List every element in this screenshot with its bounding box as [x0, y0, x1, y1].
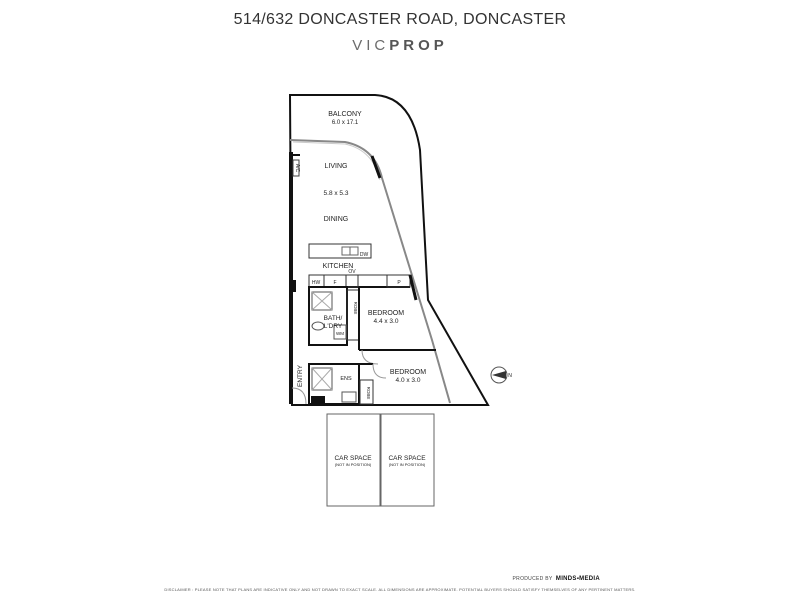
robe-label-2: ROBE	[366, 386, 371, 400]
bedroom2-dimensions: 4.0 x 3.0	[395, 377, 421, 384]
living-label: LIVING	[324, 163, 348, 170]
car-space-2-label: CAR SPACE	[388, 455, 426, 462]
ensuite-label: ENS	[340, 376, 352, 382]
north-label: N	[508, 373, 512, 379]
balcony-dimensions: 6.0 x 17.1	[331, 120, 359, 126]
car-space-2-note: (NOT IN POSITION)	[388, 462, 426, 467]
brand-logo-light: VIC	[352, 37, 390, 54]
dining-label: DINING	[323, 216, 349, 223]
laundry-label: L'DRY	[323, 323, 343, 330]
bedroom1-dimensions: 4.4 x 3.0	[373, 318, 399, 325]
living-dimensions: 5.8 x 5.3	[323, 190, 349, 197]
pantry-label: P	[397, 280, 401, 286]
balcony-label: BALCONY	[328, 111, 362, 118]
oven-label: OV	[348, 269, 356, 275]
bedroom2-label: BEDROOM	[389, 369, 427, 376]
producer-credit	[513, 576, 600, 582]
robe-label: ROBE	[353, 301, 358, 315]
property-address: 514/632 DONCASTER ROAD, DONCASTER	[233, 11, 567, 28]
car-space-1-note: (NOT IN POSITION)	[334, 462, 372, 467]
bath-label: BATH/	[323, 315, 343, 322]
brand-logo-bold: PROP	[389, 37, 448, 54]
washing-machine-label: WM	[336, 331, 344, 336]
hot-water-label: HW	[311, 280, 321, 286]
compass-icon	[491, 367, 512, 383]
producer-logo: MINDS▪MEDIA	[555, 576, 600, 582]
bedroom1-label: BEDROOM	[367, 310, 405, 317]
dishwasher-label: DW	[359, 252, 369, 258]
fridge-label: F	[333, 280, 337, 286]
car-space-1-label: CAR SPACE	[334, 455, 372, 462]
produced-by-label: PRODUCED BY	[512, 576, 553, 582]
disclaimer-text: DISCLAIMER : PLEASE NOTE THAT PLANS ARE INDICATIVE ONLY AND NOT DRAWN TO EXACT SCALE. ALL DIMENSIONS ARE APPROXIMATE. POTENTIAL BUYERS SHOULD SATISFY THEMSELVES OF ANY PERTINENT MATTERS.	[164, 587, 636, 592]
entry-label: ENTRY	[297, 365, 304, 387]
kitchen-label: KITCHEN	[322, 263, 354, 270]
ac-label: A/C	[294, 163, 300, 173]
